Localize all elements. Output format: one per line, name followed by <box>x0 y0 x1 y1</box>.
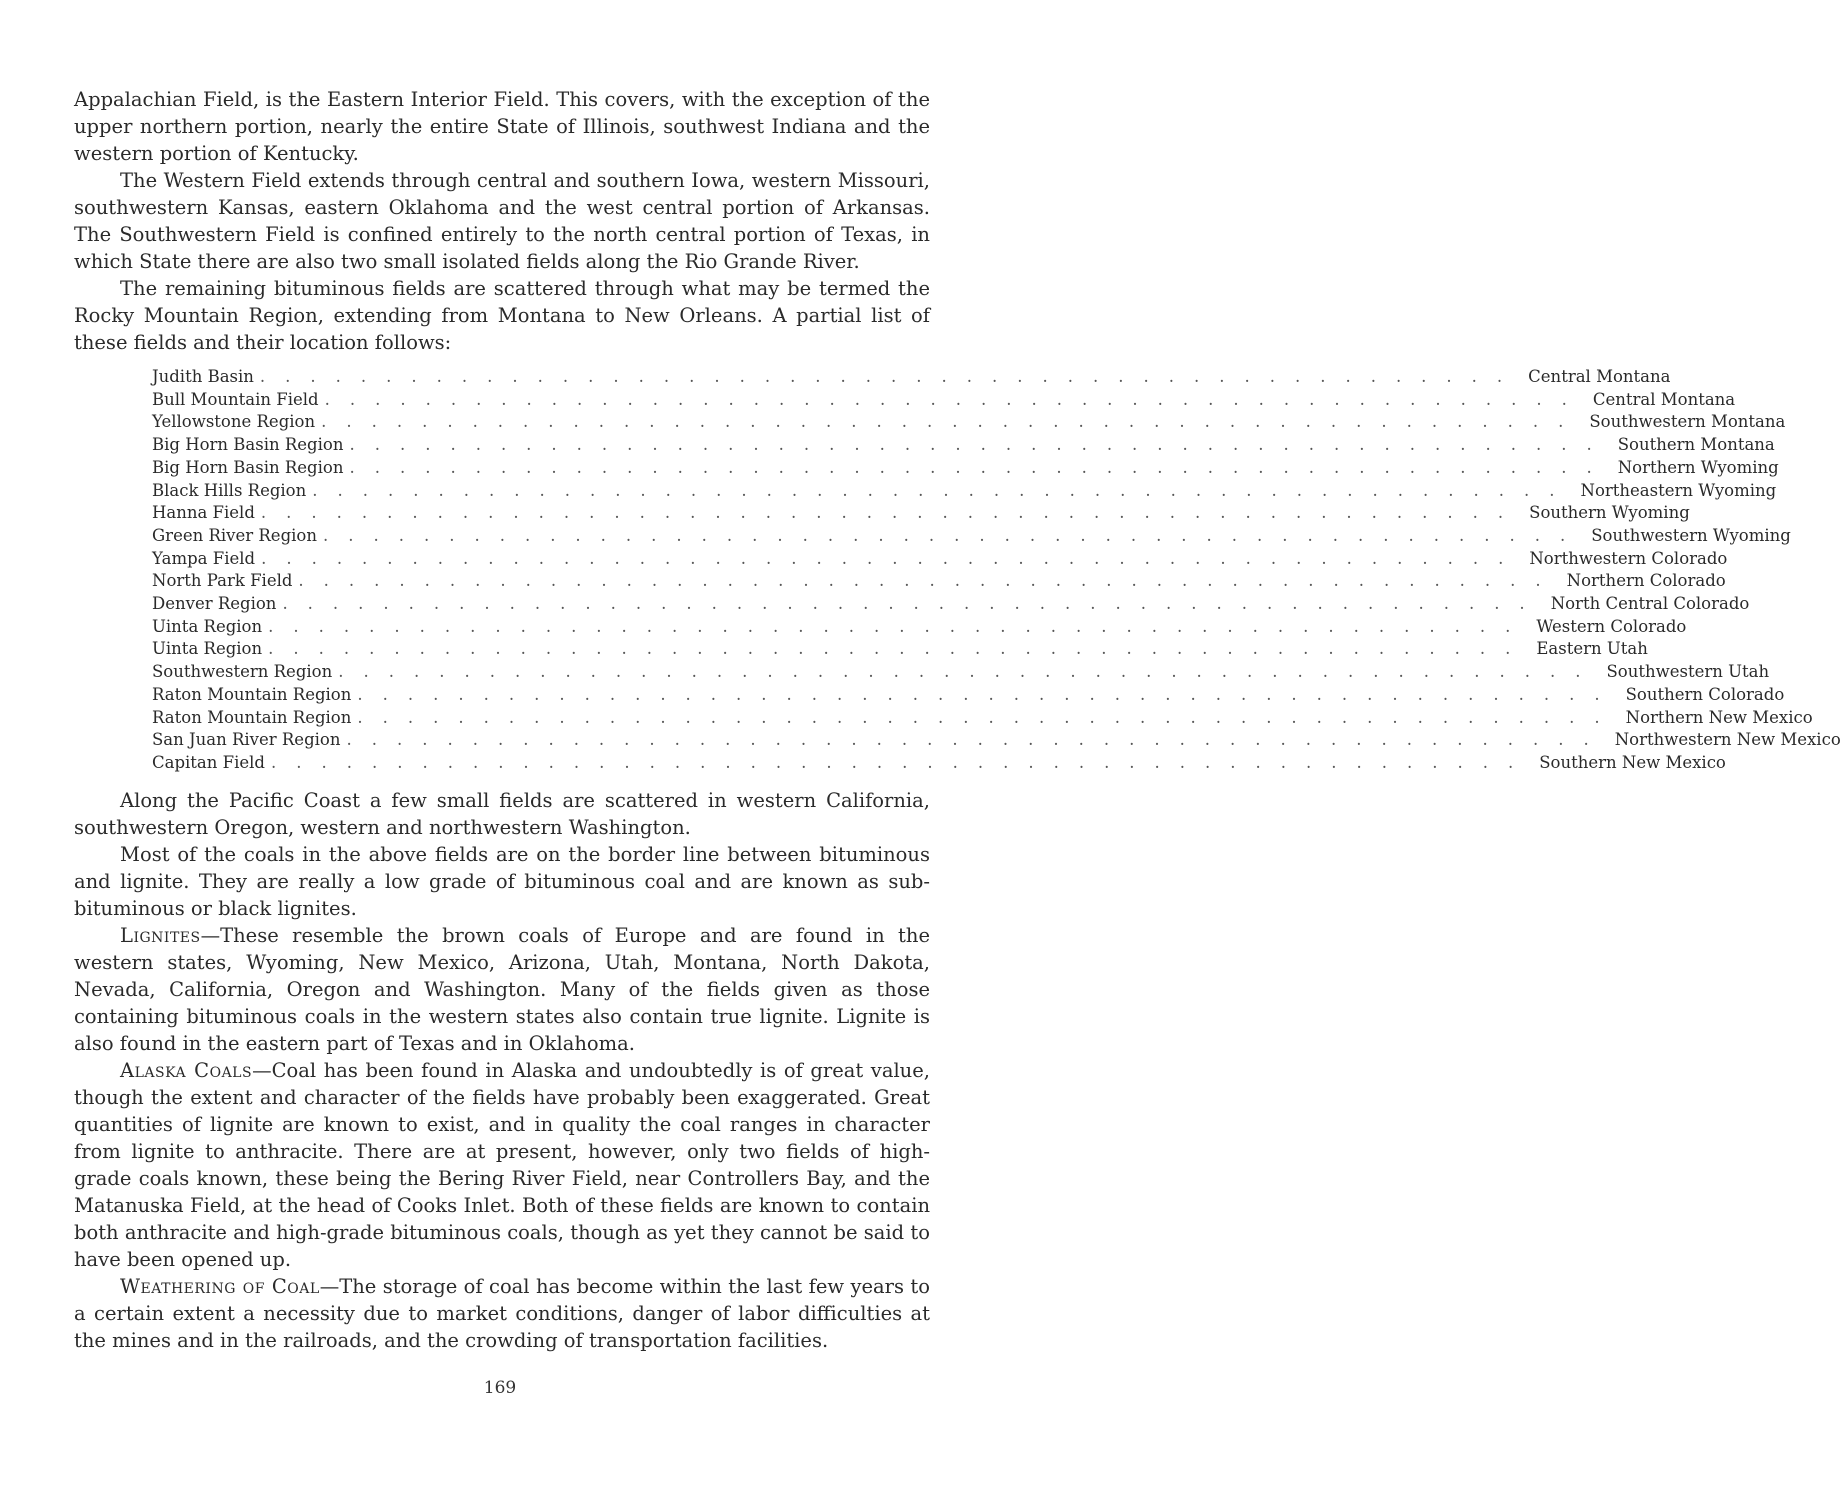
field-name: Uinta Region <box>152 639 263 659</box>
field-name: Hanna Field <box>152 503 255 523</box>
list-item: Yellowstone Region .................................................. Southwestern Montana <box>152 411 850 434</box>
paragraph-pacific-coast: Along the Pacific Coast a few small fields are scattered in western California, southwestern Oregon, western and northwestern Washington. <box>74 788 930 839</box>
list-item: Uinta Region .................................................. Western Colorado <box>152 616 850 639</box>
list-item: Capitan Field .................................................. Southern New Mexico <box>152 752 850 775</box>
field-location: Northern Colorado <box>1566 571 1726 591</box>
field-location: Central Montana <box>1528 367 1671 386</box>
field-location: Northeastern Wyoming <box>1580 480 1777 500</box>
field-name: San Juan River Region <box>152 730 341 750</box>
field-name: Black Hills Region <box>152 480 307 500</box>
field-name: Yellowstone Region <box>152 412 316 432</box>
field-name: Bull Mountain Field <box>152 389 319 409</box>
field-name: Raton Mountain Region <box>152 707 352 727</box>
field-name: Uinta Region <box>152 616 263 636</box>
field-name: Yampa Field <box>152 548 256 568</box>
page-number: 169 <box>483 1378 517 1398</box>
field-location: Southern Wyoming <box>1529 503 1690 523</box>
field-location: Western Colorado <box>1536 616 1687 636</box>
list-item: Raton Mountain Region .................................................. Northern New Mexico <box>152 707 850 730</box>
field-name: Big Horn Basin Region <box>152 457 344 477</box>
field-location: Southern Colorado <box>1625 684 1785 704</box>
list-item: Denver Region .................................................. North Central Colorado <box>152 593 850 616</box>
field-location: Southern New Mexico <box>1539 752 1726 772</box>
field-name: Capitan Field <box>152 752 265 772</box>
field-location: Northwestern Colorado <box>1529 548 1728 568</box>
paragraph-western-field: The Western Field extends through central and southern Iowa, western Missouri, southwestern Kansas, eastern Oklahoma and the west central portion of Arkansas. The Southwestern Field is confined entirely to the north central portion of Texas, in which State there are also two small isolated fields along the Rio Grande River. <box>74 169 930 273</box>
field-location: Northern New Mexico <box>1625 707 1813 727</box>
field-name: Raton Mountain Region <box>152 684 352 704</box>
paragraph-weathering: Weathering of Coal—The storage of coal has become within the last few years to a certain extent a necessity due to market conditions, danger of labor difficulties at the mines and in the railroads, and the crowding of transportation facilities. <box>74 1274 930 1352</box>
paragraph-eastern-interior: Appalachian Field, is the Eastern Interior Field. This covers, with the exception of the upper northern portion, nearly the entire State of Illinois, southwest Indiana and the western portion of Kentucky. <box>74 88 930 165</box>
field-location: Northern Wyoming <box>1617 457 1779 477</box>
field-location: Southern Montana <box>1617 435 1775 455</box>
field-location: Southwestern Montana <box>1589 412 1786 432</box>
list-item: Green River Region .................................................. Southwestern Wyoming <box>152 525 850 548</box>
field-name: Denver Region <box>152 594 277 614</box>
paragraph-alaska-coals: Alaska Coals—Coal has been found in Alaska and undoubtedly is of great value, though the extent and character of the fields have probably been exaggerated. Great quantities of lignite are known to exist, and in quality the coal ranges in character from lignite to anthracite. There are at present, however, only two fields of high-grade coals known, these being the Bering River Field, near Controllers Bay, and the Matanuska Field, at the head of Cooks Inlet. Both of these fields are known to contain both anthracite and high-grade bituminous coals, though as yet they cannot be said to have been opened up. <box>74 1058 930 1271</box>
list-item: San Juan River Region .................................................. Northwestern New Mexico <box>152 729 850 752</box>
list-item: Southwestern Region .................................................. Southwestern Utah <box>152 661 850 684</box>
field-name: North Park Field <box>152 571 293 591</box>
field-location: Northwestern New Mexico <box>1614 730 1841 750</box>
list-item: Yampa Field .................................................. Northwestern Colorado <box>152 548 850 571</box>
list-item: Raton Mountain Region .................................................. Southern Colorado <box>152 684 850 707</box>
paragraph-lignites: Lignites—These resemble the brown coals of Europe and are found in the western states, Wyoming, New Mexico, Arizona, Utah, Montana, North Dakota, Nevada, California, Oregon and Washington. Many of the fields given as those containing bituminous coals in the western states also contain true lignite. Lignite is also found in the eastern part of Texas and in Oklahoma. <box>74 923 930 1055</box>
field-name: Judith Basin <box>152 367 254 386</box>
section-heading: Weathering of Coal <box>120 1274 320 1298</box>
list-item: Judith Basin .................................................. Central Montana <box>152 366 850 389</box>
field-location: Eastern Utah <box>1536 639 1648 659</box>
paragraph-rocky-mountain: The remaining bituminous fields are scattered through what may be termed the Rocky Mountain Region, extending from Montana to New Orleans. A partial list of these fields and their location follows: <box>74 277 930 354</box>
list-item: Uinta Region .................................................. Eastern Utah <box>152 638 850 661</box>
list-item: Bull Mountain Field .................................................. Central Montana <box>152 389 850 412</box>
field-name: Big Horn Basin Region <box>152 435 344 455</box>
section-heading: Alaska Coals <box>120 1058 253 1082</box>
field-location: North Central Colorado <box>1550 594 1750 614</box>
fields-list <box>152 366 1841 775</box>
field-location: Central Montana <box>1592 389 1736 409</box>
field-name: Green River Region <box>152 525 317 545</box>
list-item: Big Horn Basin Region .................................................. Southern Montana <box>152 434 850 457</box>
list-item: Black Hills Region .................................................. Northeastern Wyoming <box>152 480 850 503</box>
field-name: Southwestern Region <box>152 662 333 682</box>
list-item: Hanna Field .................................................. Southern Wyoming <box>152 502 850 525</box>
field-location: Southwestern Wyoming <box>1591 525 1791 545</box>
paragraph-sub-bituminous: Most of the coals in the above fields are on the border line between bituminous and lignite. They are really a low grade of bituminous coal and are known as sub-bituminous or black lignites. <box>74 842 930 920</box>
section-heading: Lignites <box>120 923 201 947</box>
field-location: Southwestern Utah <box>1606 662 1770 682</box>
list-item: North Park Field .................................................. Northern Colorado <box>152 570 850 593</box>
list-item: Big Horn Basin Region .................................................. Northern Wyoming <box>152 457 850 480</box>
